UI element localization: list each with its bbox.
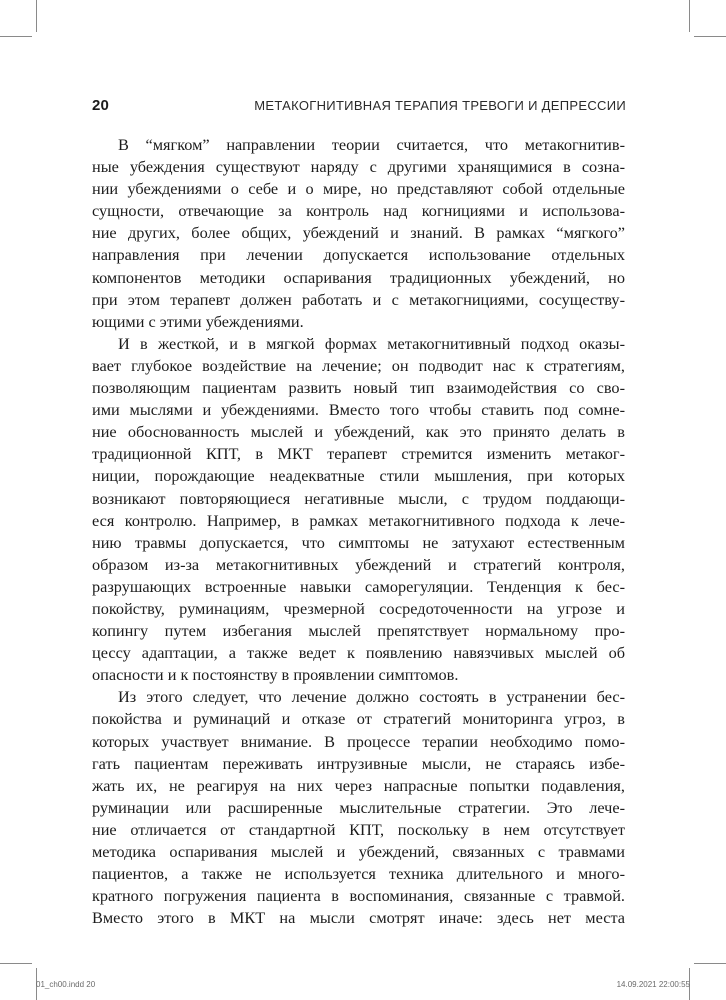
crop-mark-left-bottom <box>0 963 32 964</box>
text-line: кратного погружения пациента в воспоминания, связанные с травмой. <box>92 886 625 906</box>
paragraph <box>92 134 625 333</box>
text-line: В “мягком” направлении теории считается, что метакогнитив- <box>118 135 625 154</box>
page-number: 20 <box>92 97 110 114</box>
crop-mark-left-top <box>0 36 32 37</box>
text-line: ими мыслями и убеждениями. Вместо того чтобы ставить под сомне- <box>92 400 625 420</box>
text-line: цессу адаптации, а также ведет к появлению навязчивых мыслей об <box>92 643 625 663</box>
text-line: позволяющим пациентам развить новый тип взаимодействия со сво- <box>92 378 625 398</box>
text-line: покойству, руминациям, чрезмерной сосредоточенности на угрозе и <box>92 598 625 618</box>
text-line: ние отличается от стандартной КПТ, поскольку в нем отсутствует <box>92 819 625 839</box>
text-line: компонентов методики оспаривания традиционных убеждений, но <box>92 267 625 287</box>
body-text <box>92 134 625 929</box>
text-line: при этом терапевт должен работать и с метакогнициями, сосуществу- <box>92 289 625 309</box>
text-line: направления при лечении допускается использование отдельных <box>92 245 625 265</box>
text-line: пациентов, а также не используется техника длительного и много- <box>92 864 625 884</box>
text-line: гать пациентам переживать интрузивные мысли, не стараясь избе- <box>92 753 625 773</box>
page-header <box>92 97 626 117</box>
text-line: опасности и к постоянству в проявлении симптомов. <box>92 665 459 685</box>
paragraph <box>92 333 625 687</box>
text-line: ние других, более общих, убеждений и знаний. В рамках “мягкого” <box>92 223 625 243</box>
paragraph <box>92 686 625 929</box>
file-slug: 01_ch00.indd 20 <box>36 980 96 989</box>
text-line: возникают повторяющиеся негативные мысли, с трудом поддающи- <box>92 488 625 508</box>
text-line: нии убеждениями о себе и о мире, но представляют собой отдельные <box>92 179 625 199</box>
text-line: которых участвует внимание. В процессе терапии необходимо помо- <box>92 731 625 751</box>
text-line: ние обоснованность мыслей и убеждений, как это принято делать в <box>92 422 625 442</box>
text-line: разрушающих встроенные навыки саморегуляции. Тенденция к бес- <box>92 576 625 596</box>
text-line: еся контролю. Например, в рамках метакогнитивного подхода к лече- <box>92 510 625 530</box>
text-line: Из этого следует, что лечение должно состоять в устранении бес- <box>118 687 625 707</box>
text-line: вает глубокое воздействие на лечение; он подводит нас к стратегиям, <box>92 355 625 375</box>
text-line: Вместо этого в МКТ на мысли смотрят иначе: здесь нет места <box>92 908 625 928</box>
text-line: ниции, порождающие неадекватные стили мышления, при которых <box>92 466 625 486</box>
running-title: МЕТАКОГНИТИВНАЯ ТЕРАПИЯ ТРЕВОГИ И ДЕПРЕССИИ <box>254 98 626 113</box>
text-line: И в жесткой, и в мягкой формах метакогнитивный подход оказы- <box>118 333 625 353</box>
crop-mark-right-top <box>694 36 726 37</box>
text-line: ные убеждения существуют наряду с другими хранящимися в созна- <box>92 157 625 177</box>
text-line: ющими с этими убеждениями. <box>92 311 304 331</box>
text-line: копингу путем избегания мыслей препятствует нормальному про- <box>92 621 625 641</box>
timestamp-slug: 14.09.2021 22:00:55 <box>616 980 690 989</box>
text-line: руминации или расширенные мыслительные стратегии. Это лече- <box>92 797 625 817</box>
crop-mark-top-left <box>36 0 37 32</box>
crop-mark-right-bottom <box>694 963 726 964</box>
text-line: образом из-за метакогнитивных убеждений и стратегий контроля, <box>92 554 625 574</box>
text-line: традиционной КПТ, в МКТ терапевт стремится изменить метаког- <box>92 444 625 464</box>
text-line: методика оспаривания мыслей и убеждений, связанных с травмами <box>92 842 625 861</box>
text-line: нию травмы допускается, что симптомы не затухают естественным <box>92 532 625 552</box>
crop-mark-top-right <box>689 0 690 32</box>
text-line: жать их, не реагируя на них через напрасные попытки подавления, <box>92 775 625 795</box>
text-line: сущности, отвечающие за контроль над когнициями и использова- <box>92 201 625 221</box>
text-line: покойства и руминаций и отказе от стратегий мониторинга угроз, в <box>92 709 625 729</box>
